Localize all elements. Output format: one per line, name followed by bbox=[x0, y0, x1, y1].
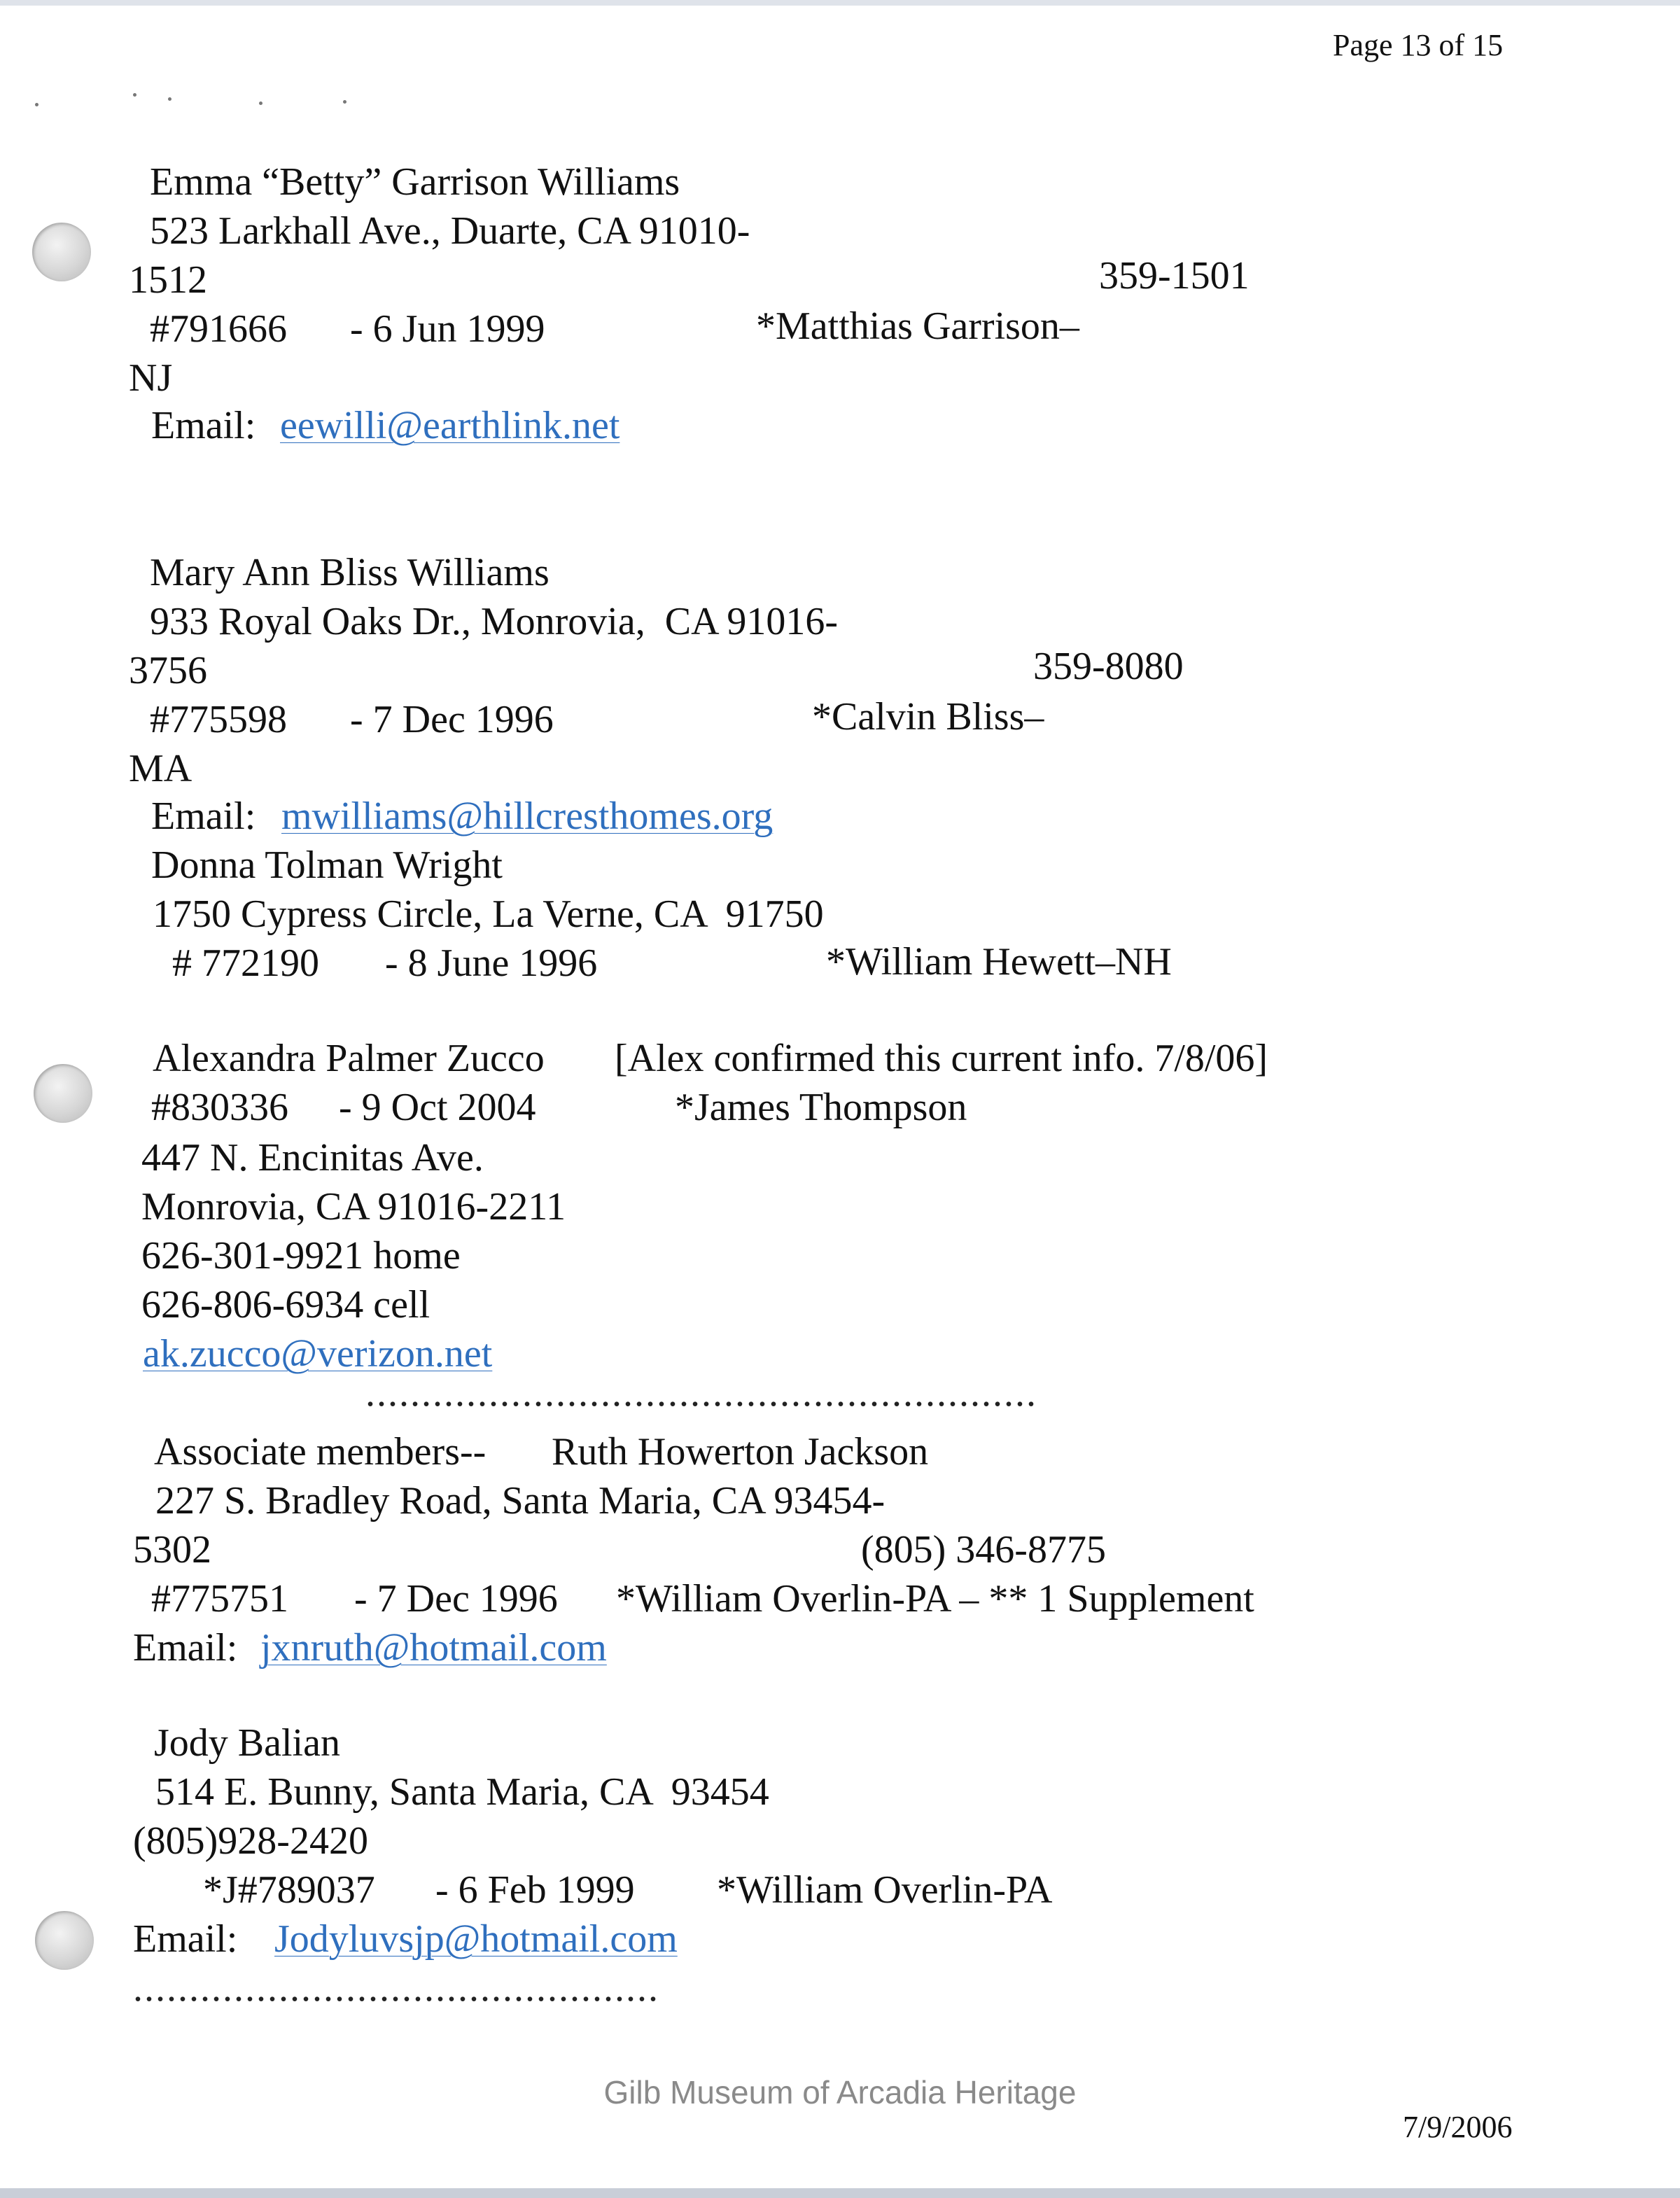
member-date: - 6 Jun 1999 bbox=[350, 307, 545, 351]
email-label: Email: bbox=[151, 794, 256, 838]
member-home-phone: 626-301-9921 home bbox=[141, 1234, 461, 1278]
member-number: #830336 bbox=[151, 1086, 288, 1129]
separator-dots: ............................................... bbox=[133, 1966, 659, 2010]
member-date: - 6 Feb 1999 bbox=[435, 1868, 635, 1912]
member-name: Ruth Howerton Jackson bbox=[552, 1430, 929, 1474]
member-address: 227 S. Bradley Road, Santa Maria, CA 93454- bbox=[155, 1479, 886, 1522]
member-name: Jody Balian bbox=[154, 1721, 340, 1765]
member-name: Mary Ann Bliss Williams bbox=[150, 551, 550, 594]
member-ancestor: *Matthias Garrison– bbox=[756, 304, 1079, 348]
member-address-cont: 3756 bbox=[129, 649, 207, 692]
binder-hole-middle bbox=[34, 1064, 92, 1123]
email-link[interactable]: Jodyluvsjp@hotmail.com bbox=[274, 1917, 678, 1961]
member-phone: 359-1501 bbox=[1099, 254, 1250, 298]
member-cell-phone: 626-806-6934 cell bbox=[141, 1283, 430, 1326]
member-date: - 7 Dec 1996 bbox=[350, 698, 554, 741]
separator-dots: ............................................................ bbox=[365, 1371, 1037, 1415]
footer-watermark: Gilb Museum of Arcadia Heritage bbox=[603, 2074, 1077, 2110]
member-number: # 772190 bbox=[172, 941, 319, 985]
member-phone: 359-8080 bbox=[1033, 645, 1184, 688]
member-address-cont: 5302 bbox=[133, 1528, 211, 1572]
member-phone: (805) 346-8775 bbox=[861, 1528, 1106, 1572]
email-link[interactable]: mwilliams@hillcresthomes.org bbox=[281, 794, 774, 838]
email-link[interactable]: eewilli@earthlink.net bbox=[280, 404, 620, 447]
member-date: - 7 Dec 1996 bbox=[354, 1577, 558, 1620]
member-number: #775751 bbox=[151, 1577, 288, 1620]
member-ancestor-cont: MA bbox=[129, 747, 192, 790]
member-name: Donna Tolman Wright bbox=[151, 844, 503, 887]
member-address-cont: 1512 bbox=[129, 258, 207, 302]
member-ancestor-cont: NJ bbox=[129, 356, 173, 400]
email-link[interactable]: ak.zucco@verizon.net bbox=[143, 1332, 493, 1376]
email-label: Email: bbox=[133, 1917, 238, 1961]
member-city: Monrovia, CA 91016-2211 bbox=[141, 1185, 566, 1228]
email-label: Email: bbox=[133, 1626, 238, 1670]
member-street: 447 N. Encinitas Ave. bbox=[141, 1136, 484, 1180]
binder-hole-top bbox=[32, 223, 91, 281]
scan-bottom-edge bbox=[0, 2188, 1680, 2198]
member-date: - 9 Oct 2004 bbox=[339, 1086, 536, 1129]
email-link[interactable]: jxnruth@hotmail.com bbox=[260, 1626, 607, 1670]
member-ancestor: *James Thompson bbox=[675, 1086, 967, 1129]
member-address: 1750 Cypress Circle, La Verne, CA 91750 bbox=[153, 892, 824, 936]
member-address: 933 Royal Oaks Dr., Monrovia, CA 91016- bbox=[150, 600, 839, 643]
member-date: - 8 June 1996 bbox=[385, 941, 598, 985]
scan-top-edge bbox=[0, 0, 1680, 6]
scan-specks bbox=[35, 88, 357, 108]
member-note: [Alex confirmed this current info. 7/8/06] bbox=[615, 1037, 1268, 1080]
member-name: Alexandra Palmer Zucco bbox=[153, 1037, 545, 1080]
member-name: Emma “Betty” Garrison Williams bbox=[150, 160, 680, 204]
member-ancestor: *Calvin Bliss– bbox=[812, 695, 1044, 738]
email-label: Email: bbox=[151, 404, 256, 447]
binder-hole-bottom bbox=[35, 1911, 94, 1970]
member-ancestor: *William Overlin-PA – ** 1 Supplement bbox=[616, 1577, 1254, 1620]
member-address: 523 Larkhall Ave., Duarte, CA 91010- bbox=[150, 209, 750, 253]
associate-label: Associate members-- bbox=[154, 1430, 486, 1474]
member-phone: (805)928-2420 bbox=[133, 1819, 368, 1863]
member-number: *J#789037 bbox=[203, 1868, 375, 1912]
member-address: 514 E. Bunny, Santa Maria, CA 93454 bbox=[155, 1770, 769, 1814]
member-number: #791666 bbox=[150, 307, 287, 351]
footer-date: 7/9/2006 bbox=[1403, 2110, 1513, 2144]
member-ancestor: *William Hewett–NH bbox=[826, 940, 1172, 983]
page-number: Page 13 of 15 bbox=[1333, 28, 1504, 62]
member-ancestor: *William Overlin-PA bbox=[717, 1868, 1053, 1912]
member-number: #775598 bbox=[150, 698, 287, 741]
